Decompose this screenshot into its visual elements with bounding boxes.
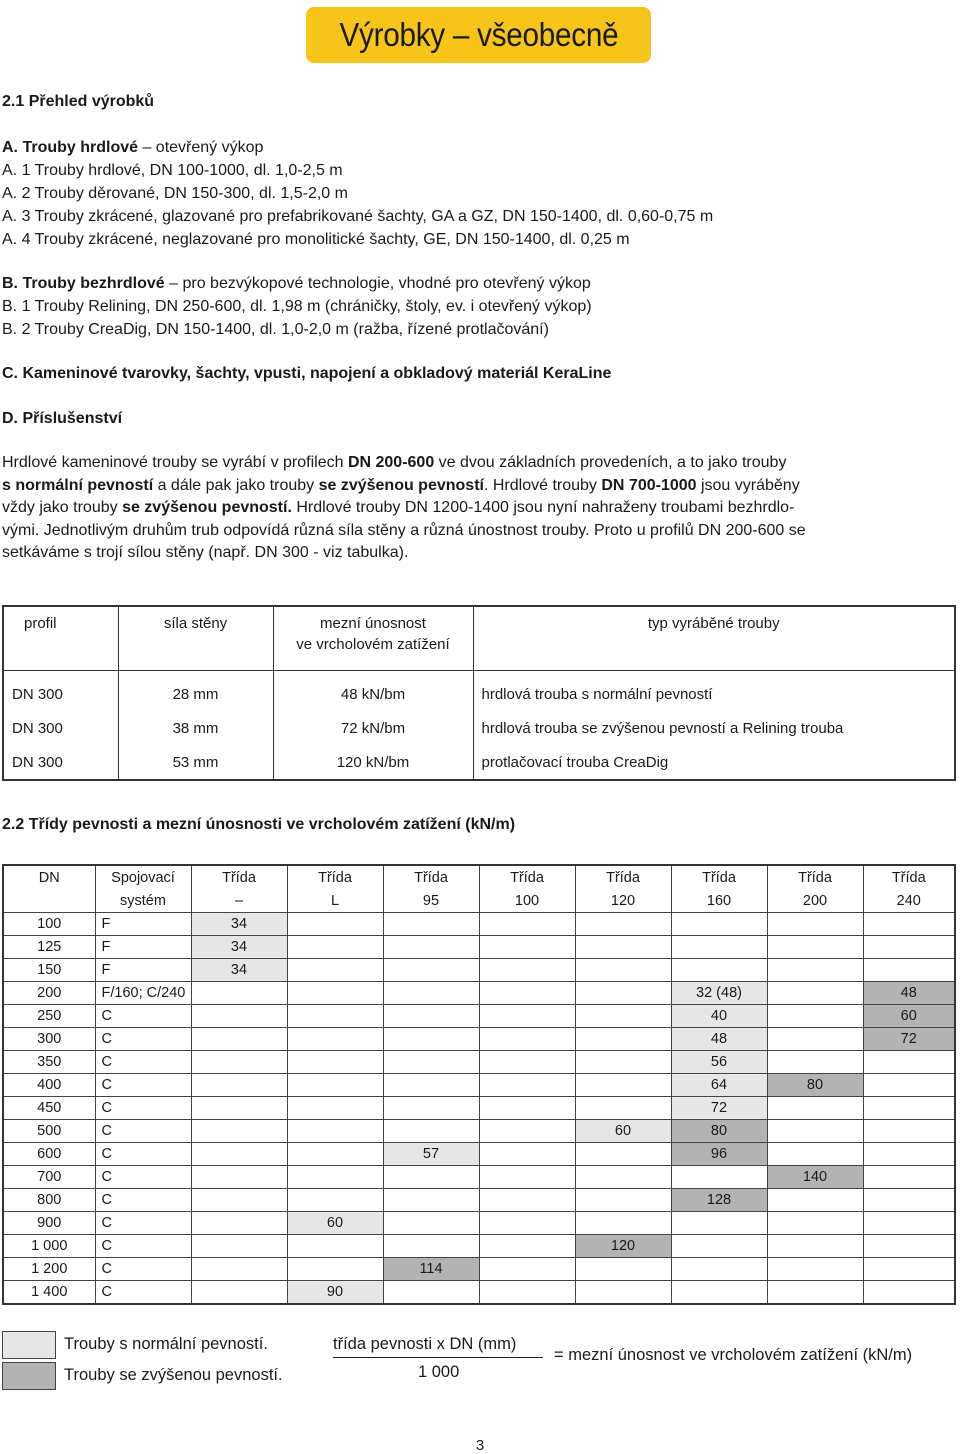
col-header: profil — [24, 615, 57, 632]
section-heading-2: 2.2 Třídy pevnosti a mezní únosnosti ve vrcholovém zatížení (kN/m) — [2, 816, 516, 833]
table-cell: 120 — [575, 1235, 671, 1258]
table-cell: hrdlová trouba s normální pevností — [473, 671, 955, 712]
table-cell — [287, 1005, 383, 1028]
table-cell: Třída — [671, 865, 767, 890]
table-cell: 128 — [671, 1189, 767, 1212]
table-row — [3, 1281, 955, 1305]
table-cell — [863, 1120, 955, 1143]
table-cell — [479, 1074, 575, 1097]
table-cell — [479, 913, 575, 936]
table-row — [3, 1005, 955, 1028]
table-cell: 34 — [191, 913, 287, 936]
table-cell — [479, 1212, 575, 1235]
table-cell: 450 — [3, 1097, 95, 1120]
table-cell: 114 — [383, 1258, 479, 1281]
legend-increased-swatch — [2, 1362, 56, 1390]
table-header-row — [3, 606, 955, 671]
group-c-title: C. Kameninové tvarovky, šachty, vpusti, napojení a obkladový materiál KeraLine — [2, 365, 612, 382]
list-item: B. 1 Trouby Relining, DN 250-600, dl. 1,98 m (chráničky, štoly, ev. i otevřený výkop) — [2, 298, 592, 315]
table-cell — [575, 1074, 671, 1097]
table-cell: 28 mm — [118, 671, 273, 712]
table-cell — [287, 1189, 383, 1212]
table-cell — [575, 1281, 671, 1305]
table-row — [3, 1189, 955, 1212]
table-cell — [287, 1097, 383, 1120]
table-cell: hrdlová trouba se zvýšenou pevností a Relining trouba — [473, 711, 955, 745]
table-cell: 57 — [383, 1143, 479, 1166]
table-cell — [863, 1097, 955, 1120]
table-cell: C — [95, 1143, 191, 1166]
table-cell — [191, 1120, 287, 1143]
table-cell — [287, 1143, 383, 1166]
table-cell — [479, 1143, 575, 1166]
table-cell — [767, 1281, 863, 1305]
table-cell — [575, 1097, 671, 1120]
group-a-desc: – otevřený výkop — [138, 139, 264, 156]
table-cell — [191, 1281, 287, 1305]
group-b-title — [2, 273, 591, 295]
table-cell: C — [95, 1028, 191, 1051]
group-a-title — [2, 137, 263, 159]
table-cell — [671, 936, 767, 959]
table-cell — [191, 1097, 287, 1120]
table-row — [3, 711, 955, 745]
table-cell: DN — [38, 870, 60, 886]
title-banner — [306, 7, 651, 63]
table-cell: C — [95, 1166, 191, 1189]
table-cell — [863, 1258, 955, 1281]
table-cell — [287, 1074, 383, 1097]
table-cell: 500 — [3, 1120, 95, 1143]
table-cell: 96 — [671, 1143, 767, 1166]
table-row — [3, 1143, 955, 1166]
table-cell: Třída — [191, 865, 287, 890]
table-cell: Spojovací — [95, 865, 191, 890]
table-cell — [575, 1166, 671, 1189]
table-cell: 72 — [671, 1097, 767, 1120]
table-cell — [383, 1074, 479, 1097]
table-cell — [671, 913, 767, 936]
table-cell: protlačovací trouba CreaDig — [473, 745, 955, 780]
table-cell — [479, 1258, 575, 1281]
table-cell — [383, 959, 479, 982]
table-cell: 34 — [191, 936, 287, 959]
table-cell — [479, 1235, 575, 1258]
list-item: B. 2 Trouby CreaDig, DN 150-1400, dl. 1,0-2,0 m (ražba, řízené protlačování) — [2, 321, 549, 338]
table-cell: – — [191, 890, 287, 913]
table-cell — [383, 1166, 479, 1189]
table-cell: C — [95, 1074, 191, 1097]
table-cell — [767, 1005, 863, 1028]
table-cell: 38 mm — [118, 711, 273, 745]
table-cell: 60 — [287, 1212, 383, 1235]
table-cell — [767, 1028, 863, 1051]
table-cell — [863, 1235, 955, 1258]
table-cell — [575, 982, 671, 1005]
table-cell — [479, 936, 575, 959]
table-cell — [767, 936, 863, 959]
table-cell: 900 — [3, 1212, 95, 1235]
table-cell — [287, 1235, 383, 1258]
table-cell: 95 — [383, 890, 479, 913]
page-title: Výrobky – všeobecně — [339, 16, 618, 53]
table-cell — [383, 1120, 479, 1143]
formula-numerator: třída pevnosti x DN (mm) — [333, 1335, 517, 1353]
table-cell — [863, 1166, 955, 1189]
table-cell — [287, 1028, 383, 1051]
table-cell: 400 — [3, 1074, 95, 1097]
col-header: typ vyráběné trouby — [473, 606, 955, 671]
table-cell: 800 — [3, 1189, 95, 1212]
list-item: A. 4 Trouby zkrácené, neglazované pro monolitické šachty, GE, DN 150-1400, dl. 0,25 m — [2, 231, 630, 248]
table-cell — [479, 982, 575, 1005]
table-row — [3, 1074, 955, 1097]
table-cell: 60 — [863, 1005, 955, 1028]
group-d-title: D. Příslušenství — [2, 410, 123, 427]
table-cell: C — [95, 1189, 191, 1212]
table-cell — [479, 1189, 575, 1212]
formula-result: = mezní únosnost ve vrcholovém zatížení (kN/m) — [554, 1346, 913, 1364]
table-cell: Třída — [383, 865, 479, 890]
table-cell: 48 — [863, 982, 955, 1005]
table-cell — [479, 1028, 575, 1051]
table-cell: 60 — [575, 1120, 671, 1143]
table-cell: C — [95, 1005, 191, 1028]
table-cell — [671, 1281, 767, 1305]
table-cell: 64 — [671, 1074, 767, 1097]
formula-denominator: 1 000 — [418, 1363, 460, 1381]
table-row — [3, 1120, 955, 1143]
table-cell — [3, 890, 95, 913]
table-row — [3, 745, 955, 780]
list-item: A. 2 Trouby děrované, DN 150-300, dl. 1,5-2,0 m — [2, 185, 348, 202]
table-cell — [479, 1005, 575, 1028]
table-cell — [383, 1051, 479, 1074]
strength-class-table — [2, 864, 956, 1305]
table-cell: 120 kN/bm — [273, 745, 473, 780]
table-cell: 48 kN/bm — [273, 671, 473, 712]
table-cell — [863, 1051, 955, 1074]
table-cell: 1 400 — [3, 1281, 95, 1305]
table-cell — [767, 1097, 863, 1120]
table-cell: 80 — [671, 1120, 767, 1143]
table-cell — [767, 913, 863, 936]
table-cell — [287, 936, 383, 959]
table-cell — [671, 1235, 767, 1258]
table-cell — [383, 1235, 479, 1258]
table-cell: 34 — [191, 959, 287, 982]
table-cell — [863, 1212, 955, 1235]
table-cell: DN 300 — [12, 685, 63, 703]
table-cell — [191, 1166, 287, 1189]
table-cell — [479, 959, 575, 982]
table-cell — [863, 959, 955, 982]
table-cell: Třída — [767, 865, 863, 890]
table-cell: 48 — [671, 1028, 767, 1051]
table-row — [3, 1258, 955, 1281]
table-cell — [479, 1166, 575, 1189]
table-cell: Třída — [863, 865, 955, 890]
table-cell: 90 — [287, 1281, 383, 1305]
table-cell — [767, 1189, 863, 1212]
wall-thickness-table — [2, 605, 956, 781]
table-cell — [863, 936, 955, 959]
table-cell — [767, 1235, 863, 1258]
table-cell — [383, 913, 479, 936]
page-number: 3 — [475, 1437, 485, 1454]
table-cell: 72 — [863, 1028, 955, 1051]
table-cell — [287, 959, 383, 982]
table-cell — [767, 982, 863, 1005]
table-cell — [383, 1281, 479, 1305]
table-cell — [575, 1258, 671, 1281]
table-header-row — [3, 890, 955, 913]
table-cell — [383, 1028, 479, 1051]
table-cell — [287, 1120, 383, 1143]
table-cell — [575, 936, 671, 959]
table-cell: 72 kN/bm — [273, 711, 473, 745]
table-row — [3, 982, 955, 1005]
table-cell: Třída — [287, 865, 383, 890]
table-cell — [287, 1258, 383, 1281]
table-row — [3, 959, 955, 982]
table-row — [3, 1097, 955, 1120]
group-b-label: B. Trouby bezhrdlové — [2, 275, 165, 292]
legend-increased-label: Trouby se zvýšenou pevností. — [64, 1366, 283, 1384]
group-a-label: A. Trouby hrdlové — [2, 139, 139, 156]
table-cell: 300 — [3, 1028, 95, 1051]
table-cell — [479, 1051, 575, 1074]
table-cell: 600 — [3, 1143, 95, 1166]
table-cell: 700 — [3, 1166, 95, 1189]
table-header-row — [3, 865, 955, 890]
table-cell — [575, 1005, 671, 1028]
col-header: mezní únosnost ve vrcholovém zatížení — [273, 606, 473, 671]
table-cell: 80 — [767, 1074, 863, 1097]
table-cell: 125 — [3, 936, 95, 959]
table-cell: Třída — [479, 865, 575, 890]
table-cell: C — [95, 1212, 191, 1235]
table-cell — [863, 913, 955, 936]
table-cell — [575, 959, 671, 982]
table-cell — [191, 1143, 287, 1166]
table-cell — [191, 982, 287, 1005]
legend-normal-label: Trouby s normální pevností. — [64, 1335, 268, 1353]
table-cell: 56 — [671, 1051, 767, 1074]
table-cell: 1 200 — [3, 1258, 95, 1281]
table-cell — [671, 959, 767, 982]
table-cell: 140 — [767, 1166, 863, 1189]
table-cell: systém — [95, 890, 191, 913]
table-cell: C — [95, 1051, 191, 1074]
table-cell — [575, 1212, 671, 1235]
table-cell — [863, 1143, 955, 1166]
table-cell — [479, 1097, 575, 1120]
table-cell: C — [95, 1281, 191, 1305]
table-row — [3, 1212, 955, 1235]
table-cell: Třída — [575, 865, 671, 890]
table-cell — [383, 1005, 479, 1028]
table-cell — [191, 1235, 287, 1258]
table-cell — [767, 1120, 863, 1143]
table-cell — [575, 913, 671, 936]
table-cell: C — [95, 1120, 191, 1143]
list-item: A. 1 Trouby hrdlové, DN 100-1000, dl. 1,0-2,5 m — [2, 162, 343, 179]
table-cell — [287, 1166, 383, 1189]
table-row — [3, 671, 955, 712]
table-cell: C — [95, 1235, 191, 1258]
table-cell: 200 — [767, 890, 863, 913]
table-cell — [863, 1189, 955, 1212]
list-item: A. 3 Trouby zkrácené, glazované pro prefabrikované šachty, GA a GZ, DN 150-1400, dl. 0,60-0,75 m — [2, 208, 714, 225]
table-cell — [191, 1074, 287, 1097]
table-row — [3, 1028, 955, 1051]
table-row — [3, 936, 955, 959]
table-cell: DN 300 — [12, 719, 63, 737]
table-cell — [575, 1189, 671, 1212]
table-cell — [191, 1051, 287, 1074]
table-cell — [383, 1189, 479, 1212]
table-cell — [671, 1166, 767, 1189]
table-cell — [191, 1005, 287, 1028]
group-b-desc: – pro bezvýkopové technologie, vhodné pro otevřený výkop — [164, 275, 591, 292]
table-cell: 100 — [3, 913, 95, 936]
table-cell: 350 — [3, 1051, 95, 1074]
table-row — [3, 1235, 955, 1258]
table-cell — [767, 1258, 863, 1281]
table-cell: F/160; C/240 — [95, 982, 191, 1005]
section-heading-1: 2.1 Přehled výrobků — [2, 93, 155, 110]
table-cell — [287, 982, 383, 1005]
table-cell: 120 — [575, 890, 671, 913]
table-cell — [575, 1143, 671, 1166]
table-cell — [767, 959, 863, 982]
table-cell: 150 — [3, 959, 95, 982]
table-cell: DN 300 — [12, 753, 63, 771]
table-cell — [767, 1143, 863, 1166]
table-row — [3, 1051, 955, 1074]
table-cell — [191, 1189, 287, 1212]
table-cell — [479, 1120, 575, 1143]
table-row — [3, 1166, 955, 1189]
col-header: síla stěny — [118, 606, 273, 671]
table-cell — [863, 1281, 955, 1305]
table-cell — [671, 1212, 767, 1235]
table-cell: 250 — [3, 1005, 95, 1028]
intro-paragraph: Hrdlové kameninové trouby se vyrábí v profilech DN 200-600 ve dvou základních provedeních, a to jako trouby s normální pevností a dále pak jako trouby se zvýšenou pevností. Hrdlové trouby DN 700-1000 jsou vyráběny vždy jako trouby se zvýšenou pevností. Hrdlové trouby DN 1200-1400 jsou nyní nahraženy troubami bezhrdlo- vými. Jednotlivým druhům trub odpovídá různá síla stěny a různá únostnost trouby. Proto u profilů DN 200-600 se setkáváme s trojí sílou stěny (např. DN 300 - viz tabulka). — [2, 454, 806, 561]
table-cell — [383, 1097, 479, 1120]
table-cell: L — [287, 890, 383, 913]
table-cell — [287, 1051, 383, 1074]
table-cell: F — [95, 913, 191, 936]
table-cell — [863, 1074, 955, 1097]
table-cell — [575, 1051, 671, 1074]
table-cell — [767, 1051, 863, 1074]
table-cell: F — [95, 959, 191, 982]
table-cell: C — [95, 1097, 191, 1120]
legend-normal-swatch — [2, 1331, 56, 1359]
table-cell — [383, 1212, 479, 1235]
table-row — [3, 913, 955, 936]
table-cell: 240 — [863, 890, 955, 913]
table-cell — [191, 1212, 287, 1235]
formula-fraction-line — [333, 1357, 543, 1358]
table-cell: C — [95, 1258, 191, 1281]
table-cell — [767, 1212, 863, 1235]
table-cell: 40 — [671, 1005, 767, 1028]
table-cell: 160 — [671, 890, 767, 913]
table-cell — [191, 1258, 287, 1281]
table-cell: 1 000 — [3, 1235, 95, 1258]
table-cell: 53 mm — [118, 745, 273, 780]
table-cell — [479, 1281, 575, 1305]
table-cell — [575, 1028, 671, 1051]
table-cell: 100 — [479, 890, 575, 913]
table-cell — [191, 1028, 287, 1051]
table-cell — [671, 1258, 767, 1281]
table-cell — [383, 982, 479, 1005]
table-cell: 32 (48) — [671, 982, 767, 1005]
table-cell: 200 — [3, 982, 95, 1005]
table-cell: F — [95, 936, 191, 959]
table-cell — [287, 913, 383, 936]
table-cell — [383, 936, 479, 959]
